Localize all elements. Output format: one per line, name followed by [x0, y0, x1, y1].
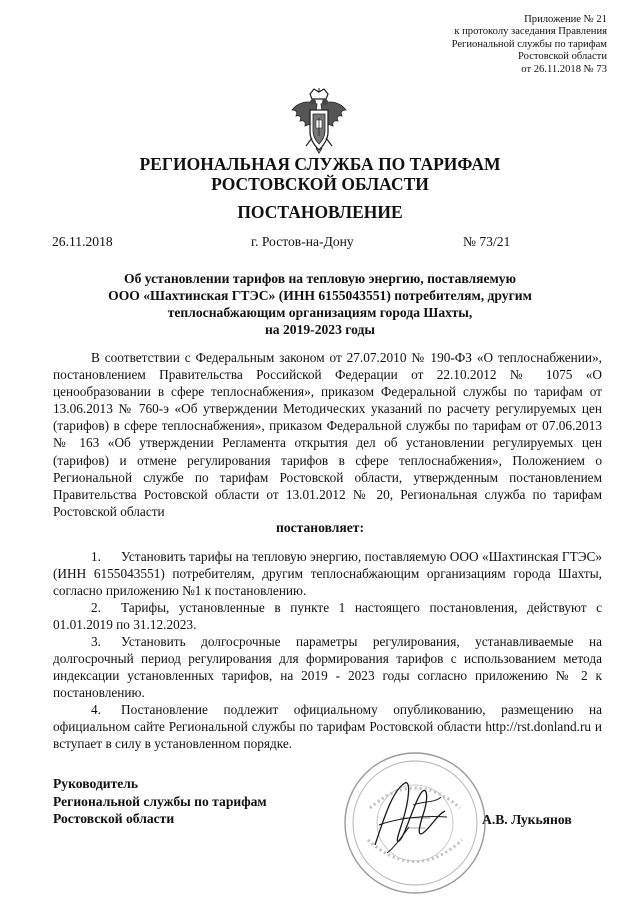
signatory-position-line: Ростовской области [53, 811, 175, 826]
decree-item-number: 2. [91, 600, 101, 615]
subject-line: на 2019-2023 годы [264, 322, 376, 337]
signatory-name: А.В. Лукьянов [482, 812, 572, 827]
subject-line: теплоснабжающим организациям города Шахты, [167, 305, 473, 320]
annex-line: от 26.11.2018 № 73 [521, 63, 607, 75]
organization-title-line: РОСТОВСКОЙ ОБЛАСТИ [211, 174, 429, 194]
decree-item [53, 633, 602, 701]
signatory-position [53, 775, 267, 828]
document-number: № 73/21 [463, 234, 511, 249]
preamble-paragraph: В соответствии с Федеральным законом от 27.07.2010 № 190-ФЗ «О теплоснабжении», постановлением Правительства Российской Федерации от 22.10.2012 № 1075 «О ценообразовании в сфере теплоснабжения», приказом Федеральной службы по тарифам от 13.06.2013 № 760-э «Об утверждении Методических указаний по расчету регулируемых цен (тарифов) в сфере теплоснабжения», приказом Федеральной службы по тарифам от 07.06.2013 № 163 «Об утверждении Регламента открытия дел об установлении регулируемых цен (тарифов) и отмене регулирования тарифов в сфере теплоснабжения», Положением о Региональной службе по тарифам Ростовской области, утвержденным постановлением Правительства Ростовской области от 13.01.2012 № 20, Региональная служба по тарифам Ростовской области [53, 350, 602, 519]
organization-title [0, 154, 640, 194]
decree-item [53, 548, 602, 599]
handwritten-signature-icon [365, 775, 455, 860]
subject-line: ООО «Шахтинская ГТЭС» (ИНН 6155043551) потребителям, другим [108, 288, 532, 303]
annex-line: Приложение № 21 [524, 14, 607, 25]
annex-line: Региональной службы по тарифам [451, 38, 607, 50]
document-city: г. Ростов-на-Дону [251, 234, 354, 249]
decree-item [53, 701, 602, 752]
decree-item-text: Установить долгосрочные параметры регулирования, устанавливаемые на долгосрочный период регулирования для формирования тарифов с использованием метода индексации установленных тарифов, на 2019 - 2023 годы согласно приложению № 2 к постановлению. [53, 634, 602, 701]
decree-item-number: 4. [91, 702, 101, 717]
signatory-position-line: Региональной службы по тарифам [53, 793, 267, 809]
annex-note [452, 14, 607, 76]
decree-item-number: 1. [91, 549, 101, 564]
document-date: 26.11.2018 [52, 234, 113, 249]
signatory-position-line: Руководитель [53, 776, 139, 791]
annex-line: Ростовской области [518, 51, 607, 63]
decree-item-number: 3. [91, 634, 101, 649]
organization-title-line: РЕГИОНАЛЬНАЯ СЛУЖБА ПО ТАРИФАМ [139, 154, 501, 174]
coat-of-arms-icon [290, 88, 348, 154]
document-type-title: ПОСТАНОВЛЕНИЕ [237, 202, 403, 222]
document-meta [52, 233, 572, 251]
annex-line: к протоколу заседания Правления [454, 26, 607, 38]
decree-item-text: Установить тарифы на тепловую энергию, поставляемую ООО «Шахтинская ГТЭС» (ИНН 6155043551) потребителям, другим теплоснабжающим организациям города Шахты, согласно приложению №1 к постановлению. [53, 549, 602, 599]
decree-item [53, 599, 602, 633]
subject-line: Об установлении тарифов на тепловую энергию, поставляемую [124, 271, 516, 286]
decree-item-text: Постановление подлежит официальному опубликованию, размещению на официальном сайте Региональной службы по тарифам Ростовской области http://rst.donland.ru и вступает в силу в установленном порядке. [53, 702, 602, 752]
document-subject [60, 270, 580, 338]
decree-item-text: Тарифы, установленные в пункте 1 настоящего постановления, действуют с 01.01.2019 по 31.12.2023. [53, 600, 602, 633]
decides-heading: постановляет: [276, 520, 364, 535]
